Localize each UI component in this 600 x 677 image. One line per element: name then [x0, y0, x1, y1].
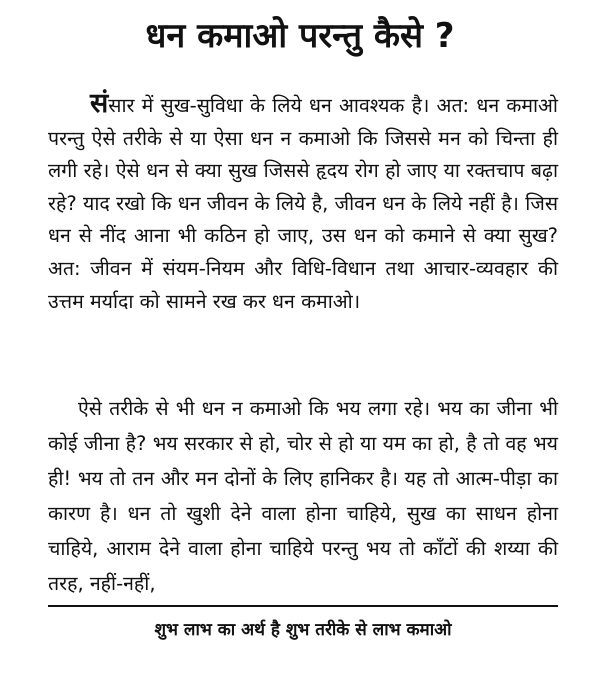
footer-caption: शुभ लाभ का अर्थ है शुभ तरीके से लाभ कमाओ: [154, 620, 452, 640]
page-title: धन कमाओ परन्तु कैसे ?: [145, 16, 455, 56]
paragraph-2: ऐसे तरीके से भी धन न कमाओ कि भय लगा रहे। भय का जीना भी कोई जीना है? भय सरकार से हो, चोर से हो या यम का हो, है तो वह भय ही! भय तो तन और मन दोनों के लिए हानिकर है। यह तो आत्म-पीड़ा का कारण है। धन तो खुशी देने वाला होना चाहिये, सुख का साधन होना चाहिये, आराम देने वाला होना चाहिये परन्तु भय तो काँटों की शय्या की तरह, नहीं-नहीं,: [48, 397, 558, 595]
drop-cap: सं: [90, 88, 109, 119]
footer-divider: [48, 605, 558, 607]
paragraph-1: [48, 90, 558, 318]
paragraph-1-text: सार में सुख-सुविधा के लिये धन आवश्यक है। अत: धन कमाओ परन्तु ऐसे तरीके से या ऐसा धन न कमाओ कि जिससे मन को चिन्ता ही लगी रहे। ऐसे धन से क्या सुख जिससे हृदय रोग हो जाए या रक्तचाप बढ़ा रहे? याद रखो कि धन जीवन के लिये है, जीवन धन के लिये नहीं है। जिस धन से नींद आना भी कठिन हो जाए, उस धन को कमाने से क्या सुख? अत: जीवन में संयम-नियम और विधि-विधान तथा आचार-व्यवहार की उत्तम मर्यादा को सामने रख कर धन कमाओ।: [48, 94, 558, 313]
